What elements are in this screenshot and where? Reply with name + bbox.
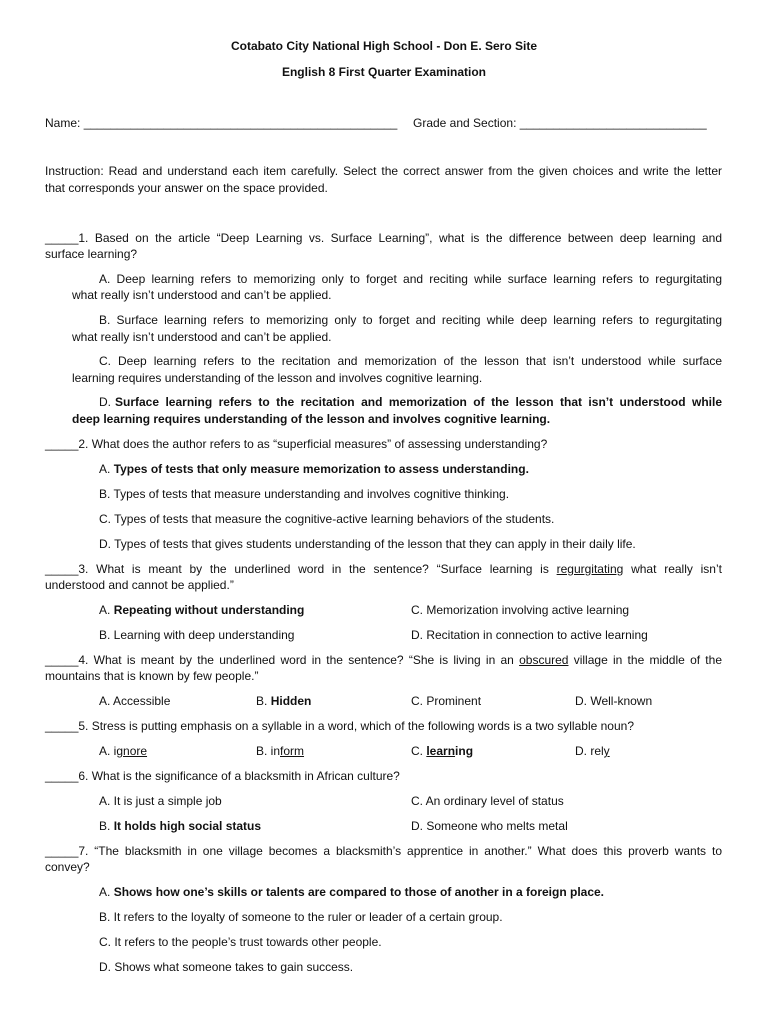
q6-choice-b bbox=[99, 819, 261, 833]
name-field bbox=[45, 116, 397, 130]
q1-stem-line-1: _____1. Based on the article “Deep Learning vs. Surface Learning”, what is the difference between deep learning and bbox=[45, 231, 722, 245]
q5-choice-b bbox=[256, 744, 304, 758]
q2-choice-a-text: Types of tests that only measure memorization to assess understanding. bbox=[113, 462, 529, 476]
q7-stem-line-1: _____7. “The blacksmith in one village becomes a blacksmith’s apprentice in another.” What does this proverb wants to bbox=[45, 844, 722, 858]
q3-stem-line-2: understood and cannot be applied.” bbox=[45, 578, 234, 592]
q5-choice-d-pre: D. rel bbox=[575, 744, 604, 758]
q1-choice-b-line-1: B. Surface learning refers to memorizing only to forget and reciting while deep learning refers to regurgitating bbox=[99, 313, 722, 327]
q7-choice-a-letter: A. bbox=[99, 885, 111, 899]
q5-choice-a-pre: A. ig bbox=[99, 744, 124, 758]
q4-stem-line-1 bbox=[45, 653, 722, 667]
exam-title: English 8 First Quarter Examination bbox=[281, 65, 487, 79]
q6-choice-c: C. An ordinary level of status bbox=[411, 794, 564, 808]
grade-section-field bbox=[413, 116, 707, 130]
name-blank: _______________________________________________ bbox=[83, 116, 398, 130]
q4-choice-c: C. Prominent bbox=[411, 694, 482, 708]
q1-choice-d-line-1: Surface learning refers to the recitation and memorization of the lesson that isn’t understood while bbox=[115, 395, 722, 409]
q6-choice-a: A. It is just a simple job bbox=[99, 794, 222, 808]
q4-choice-a: A. Accessible bbox=[99, 694, 171, 708]
q6-choice-b-text: It holds high social status bbox=[113, 819, 262, 833]
q4-choice-b bbox=[256, 694, 311, 708]
q2-stem: _____2. What does the author refers to as “superficial measures” of assessing understanding? bbox=[45, 437, 548, 451]
q3-choice-d: D. Recitation in connection to active learning bbox=[411, 628, 648, 642]
q5-choice-c-post: ing bbox=[455, 744, 474, 758]
q1-choice-a-line-2: what really isn’t understood and can’t be applied. bbox=[72, 288, 332, 302]
q6-choice-d: D. Someone who melts metal bbox=[411, 819, 568, 833]
q4-choice-b-letter: B. bbox=[256, 694, 268, 708]
q3-stem-line-1 bbox=[45, 562, 722, 576]
q6-stem: _____6. What is the significance of a blacksmith in African culture? bbox=[45, 769, 400, 783]
q1-choice-d-line-2: deep learning requires understanding of the lesson and involves cognitive learning. bbox=[72, 412, 551, 426]
name-label: Name: bbox=[45, 116, 81, 130]
q5-choice-a-stressed: nore bbox=[123, 744, 148, 758]
q4-underlined-word: obscured bbox=[519, 653, 569, 667]
school-title: Cotabato City National High School - Don E. Sero Site bbox=[230, 39, 538, 53]
q3-choice-b: B. Learning with deep understanding bbox=[99, 628, 295, 642]
grade-label: Grade and Section: bbox=[413, 116, 517, 130]
instruction-line-2: that corresponds your answer on the space provided. bbox=[45, 181, 328, 195]
q1-choice-c-line-2: learning requires understanding of the lesson and involves cognitive learning. bbox=[72, 371, 483, 385]
q5-choice-c-stressed: learn bbox=[426, 744, 456, 758]
q2-choice-a-letter: A. bbox=[99, 462, 111, 476]
q5-stem: _____5. Stress is putting emphasis on a syllable in a word, which of the following words is a two syllable noun? bbox=[45, 719, 634, 733]
q7-choice-b: B. It refers to the loyalty of someone to the ruler or leader of a certain group. bbox=[99, 910, 503, 924]
q7-stem-line-2: convey? bbox=[45, 860, 90, 874]
q4-stem-line-2: mountains that is known by few people.” bbox=[45, 669, 259, 683]
q5-choice-a bbox=[99, 744, 147, 758]
q1-choice-a-line-1: A. Deep learning refers to memorizing only to forget and reciting while surface learning refers to regurgitating bbox=[99, 272, 722, 286]
q7-choice-a bbox=[99, 885, 604, 899]
q1-stem-line-2: surface learning? bbox=[45, 247, 138, 261]
q3-choice-a-text: Repeating without understanding bbox=[113, 603, 305, 617]
q6-choice-b-letter: B. bbox=[99, 819, 111, 833]
q2-choice-b: B. Types of tests that measure understanding and involves cognitive thinking. bbox=[99, 487, 510, 501]
grade-blank: ____________________________ bbox=[519, 116, 707, 130]
q2-choice-d: D. Types of tests that gives students understanding of the lesson that they can apply in their daily life. bbox=[99, 537, 636, 551]
q3-choice-a-letter: A. bbox=[99, 603, 111, 617]
q2-choice-c: C. Types of tests that measure the cognitive-active learning behaviors of the students. bbox=[99, 512, 555, 526]
q1-choice-d-letter: D. bbox=[99, 395, 111, 409]
q3-underlined-word: regurgitating bbox=[556, 562, 624, 576]
q5-choice-b-stressed: form bbox=[280, 744, 305, 758]
q1-choice-b-line-2: what really isn’t understood and can’t be applied. bbox=[72, 330, 332, 344]
q7-choice-a-text: Shows how one’s skills or talents are compared to those of another in a foreign place. bbox=[113, 885, 605, 899]
q5-choice-d-stressed: y bbox=[603, 744, 610, 758]
q5-choice-d bbox=[575, 744, 610, 758]
q5-choice-b-pre: B. in bbox=[256, 744, 281, 758]
q2-choice-a bbox=[99, 462, 529, 476]
q5-choice-c-letter: C. bbox=[411, 744, 423, 758]
q3-stem-post: what really isn’t bbox=[631, 562, 722, 576]
q5-choice-c bbox=[411, 744, 473, 758]
q4-choice-b-text: Hidden bbox=[270, 694, 312, 708]
q1-choice-c-line-1: C. Deep learning refers to the recitation and memorization of the lesson that isn’t understood while surface bbox=[99, 354, 722, 368]
instruction-line-1: Instruction: Read and understand each item carefully. Select the correct answer from the given choices and write the letter bbox=[45, 164, 722, 178]
q7-choice-c: C. It refers to the people’s trust towards other people. bbox=[99, 935, 382, 949]
q4-choice-d: D. Well-known bbox=[575, 694, 653, 708]
q7-choice-d: D. Shows what someone takes to gain success. bbox=[99, 960, 354, 974]
q4-stem-pre: _____4. What is meant by the underlined word in the sentence? “She is living in an bbox=[45, 653, 514, 667]
q3-stem-pre: _____3. What is meant by the underlined word in the sentence? “Surface learning is bbox=[45, 562, 549, 576]
q4-stem-post: village in the middle of the bbox=[573, 653, 722, 667]
q3-choice-a bbox=[99, 603, 304, 617]
q3-choice-c: C. Memorization involving active learning bbox=[411, 603, 630, 617]
